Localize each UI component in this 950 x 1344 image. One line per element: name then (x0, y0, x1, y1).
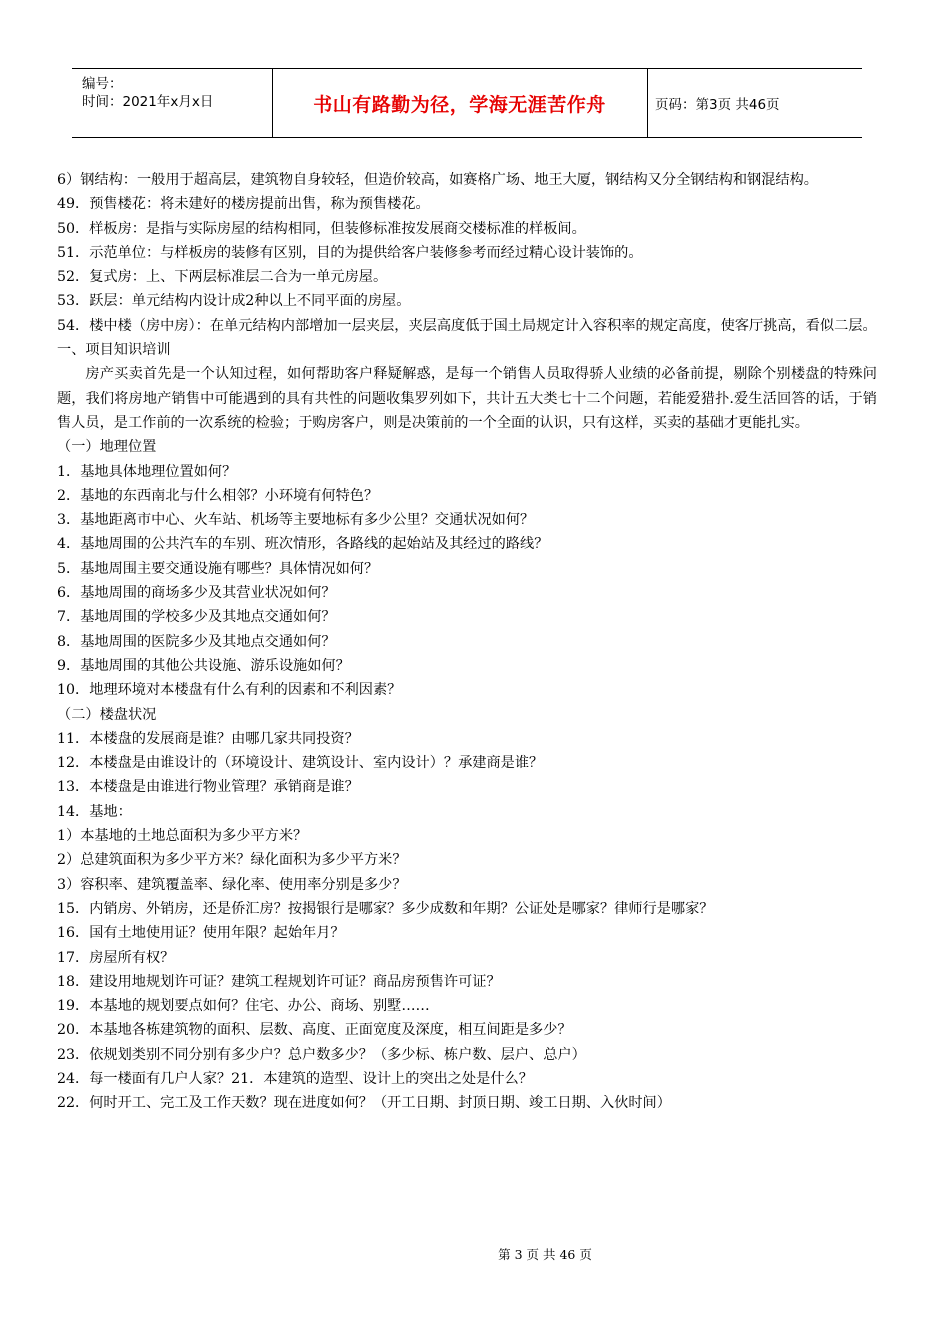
footer-page-number: 第 3 页 共 46 页 (498, 1247, 592, 1262)
paragraph: 9．基地周围的其他公共设施、游乐设施如何？ (57, 657, 350, 674)
number-label: 编号： (82, 76, 123, 92)
paragraph: 51．示范单位：与样板房的装修有区别，目的为提供给客户装修参考而经过精心设计装饰的。 (57, 244, 643, 261)
paragraph: 18．建设用地规划许可证？建筑工程规划许可证？商品房预售许可证？ (57, 973, 501, 990)
header-info-cell (72, 69, 273, 137)
paragraph: 1）本基地的土地总面积为多少平方米？ (57, 828, 308, 845)
paragraph: 房产买卖首先是一个认知过程，如何帮助客户释疑解惑，是每一个销售人员取得骄人业绩的必备前提，剔除个别楼盘的特殊问题，我们将房地产销售中可能遇到的具有共性的问题收集罗列如下，共计五大类七十二个问题，若能爱猎扑.爱生活回答的话，于销售人员，是工作前的一次系统的检验；于购房客户，则是决策前的一个全面的认识，只有这样，买卖的基础才更能扎实。 (57, 366, 877, 431)
paragraph: 22．何时开工、完工及工作天数？现在进度如何？（开工日期、封顶日期、竣工日期、入伙时间） (57, 1095, 671, 1112)
paragraph: 5．基地周围主要交通设施有哪些？具体情况如何？ (57, 560, 379, 577)
paragraph: 11．本楼盘的发展商是谁？由哪几家共同投资？ (57, 730, 359, 747)
header-motto: 书山有路勤为径，学海无涯苦作舟 (272, 69, 648, 137)
paragraph: 6）钢结构：一般用于超高层，建筑物自身较轻，但造价较高，如赛格广场、地王大厦，钢结构又分全钢结构和钢混结构。 (57, 172, 818, 188)
paragraph: 49．预售楼花：将未建好的楼房提前出售，称为预售楼花。 (57, 196, 430, 213)
paragraph: 3．基地距离市中心、火车站、机场等主要地标有多少公里？交通状况如何？ (57, 512, 535, 529)
document-header (72, 68, 862, 138)
paragraph: 16．国有土地使用证？使用年限？起始年月？ (57, 925, 345, 942)
paragraph: 12．本楼盘是由谁设计的（环境设计、建筑设计、室内设计）？承建商是谁？ (57, 755, 544, 772)
paragraph: 15．内销房、外销房，还是侨汇房？按揭银行是哪家？多少成数和年期？公证处是哪家？律师行是哪家？ (57, 900, 714, 917)
paragraph: 52．复式房：上、下两层标准层二合为一单元房屋。 (57, 269, 388, 286)
paragraph: 20．本基地各栋建筑物的面积、层数、高度、正面宽度及深度，相互间距是多少？ (57, 1022, 572, 1039)
paragraph: 8．基地周围的医院多少及其地点交通如何？ (57, 633, 336, 650)
paragraph: （二）楼盘状况 (57, 706, 157, 723)
paragraph: 1．基地具体地理位置如何？ (57, 463, 237, 480)
paragraph: 一、项目知识培训 (57, 342, 171, 359)
paragraph: 13．本楼盘是由谁进行物业管理？承销商是谁？ (57, 779, 359, 796)
paragraph: 19．本基地的规划要点如何？住宅、办公、商场、别墅…… (57, 998, 430, 1015)
header-page-label: 页码：第3页 共46页 (655, 97, 780, 113)
paragraph: 6．基地周围的商场多少及其营业状况如何？ (57, 585, 336, 602)
paragraph: 24．每一楼面有几户人家？21．本建筑的造型、设计上的突出之处是什么？ (57, 1070, 533, 1087)
page-footer (0, 1245, 950, 1263)
paragraph: 23．依规划类别不同分别有多少户？总户数多少？（多少标、栋户数、层户、总户） (57, 1046, 586, 1063)
paragraph: （一）地理位置 (57, 439, 157, 456)
paragraph: 14．基地： (57, 803, 132, 820)
paragraph: 2．基地的东西南北与什么相邻？小环境有何特色？ (57, 487, 379, 504)
paragraph: 3）容积率、建筑覆盖率、绿化率、使用率分别是多少？ (57, 876, 407, 893)
paragraph: 50．样板房：是指与实际房屋的结构相同，但装修标准按发展商交楼标准的样板间。 (57, 220, 586, 237)
paragraph: 2）总建筑面积为多少平方米？绿化面积为多少平方米？ (57, 852, 407, 869)
document-body (57, 168, 877, 1116)
paragraph: 54．楼中楼（房中房）：在单元结构内部增加一层夹层，夹层高度低于国土局规定计入容积率的规定高度，使客厅挑高，看似二层。 (57, 317, 877, 334)
paragraph: 10．地理环境对本楼盘有什么有利的因素和不利因素？ (57, 682, 402, 699)
paragraph: 7．基地周围的学校多少及其地点交通如何？ (57, 609, 336, 626)
paragraph: 53．跃层：单元结构内设计成2种以上不同平面的房屋。 (57, 293, 411, 310)
paragraph: 4．基地周围的公共汽车的车别、班次情形，各路线的起始站及其经过的路线？ (57, 536, 549, 553)
paragraph: 17．房屋所有权？ (57, 949, 175, 966)
date-label: 时间：2021年x月x日 (82, 94, 214, 110)
